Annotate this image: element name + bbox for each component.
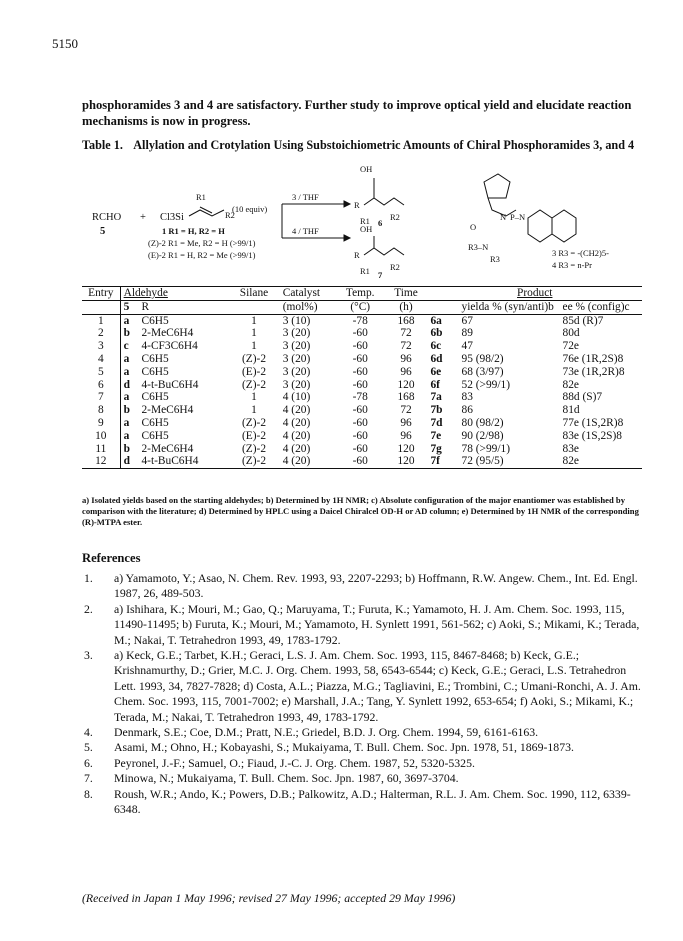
cell-entry: 6 xyxy=(82,379,120,392)
silane-equiv: (10 equiv) xyxy=(232,204,268,214)
header-ee: ee % (config)c xyxy=(560,300,642,314)
cell-temp: -60 xyxy=(352,429,368,442)
cell-ee: 83e (1S,2S)8 xyxy=(562,429,622,442)
cell-catalyst: 3 (20) xyxy=(282,352,311,365)
cell-aldehyde-key: b xyxy=(123,327,130,340)
cell-aldehyde-key: a xyxy=(123,416,130,429)
cell-time: 96 xyxy=(400,429,412,442)
reference-text: a) Yamamoto, Y.; Asao, N. Chem. Rev. 1993, 93, 2207-2293; b) Hoffmann, R.W. Angew. Chem., Int. Ed. Engl. 1987, 26, 489-503. xyxy=(114,571,638,601)
catalyst-o: O xyxy=(470,222,477,232)
cell-silane: (Z)-2 xyxy=(241,442,267,455)
cell-aldehyde-r: C6H5 xyxy=(141,352,169,365)
cell-ee: 82e xyxy=(560,455,642,468)
cell-aldehyde-key: d xyxy=(120,455,138,468)
product6-oh: OH xyxy=(360,164,373,174)
cell-entry: 4 xyxy=(82,353,120,366)
cell-silane: 1 xyxy=(251,327,257,340)
cell-product: 6e xyxy=(430,365,442,378)
cell-aldehyde-key: a xyxy=(123,429,130,442)
arrow-upper-head xyxy=(344,201,350,207)
reference-item xyxy=(82,771,642,786)
cell-aldehyde-r: C6H5 xyxy=(141,314,169,327)
cell-time: 120 xyxy=(397,442,415,455)
cell-temp: -78 xyxy=(352,391,368,404)
header-product-blank xyxy=(427,300,458,314)
cell-product: 7d xyxy=(430,416,443,429)
table-row xyxy=(82,366,642,379)
cell-product: 7e xyxy=(430,429,442,442)
cell-time: 120 xyxy=(397,378,415,391)
catalyst-3-label: 3 R3 = -(CH2)5- xyxy=(552,248,609,258)
cell-silane: 1 xyxy=(251,404,257,417)
cell-time: 168 xyxy=(397,391,415,404)
reference-text: Roush, W.R.; Ando, K.; Powers, D.B.; Palkowitz, A.D.; Halterman, R.L. J. Am. Chem. Soc. 1990, 112, 6339-6348. xyxy=(114,786,631,817)
cell-yield: 86 xyxy=(461,404,473,417)
table-row xyxy=(82,430,642,443)
silane-prefix: Cl3Si xyxy=(160,212,184,223)
table-row xyxy=(82,314,642,327)
cell-product: 6a xyxy=(430,314,442,327)
cell-temp: -60 xyxy=(352,327,368,340)
cell-aldehyde-r: C6H5 xyxy=(141,429,169,442)
reference-text: Peyronel, J.-F.; Samuel, O.; Fiaud, J.-C. J. Org. Chem. 1987, 52, 5320-5325. xyxy=(114,755,475,770)
cell-silane: (Z)-2 xyxy=(228,455,280,468)
product7-chain xyxy=(364,248,404,255)
cell-aldehyde-key: b xyxy=(123,442,130,455)
cell-yield: 68 (3/97) xyxy=(461,365,504,378)
plus-sign: + xyxy=(140,212,146,223)
reference-number: 3. xyxy=(84,648,93,663)
table-label: Table 1. xyxy=(82,138,123,152)
references-list xyxy=(82,571,642,818)
cell-ee: 88d (S)7 xyxy=(562,391,603,404)
table-row xyxy=(82,404,642,417)
silane-r2: R2 xyxy=(225,210,235,220)
cell-time: 72 xyxy=(400,340,412,353)
cell-yield: 78 (>99/1) xyxy=(461,442,511,455)
header-catalyst: Catalyst xyxy=(280,287,336,301)
reference-text: Denmark, S.E.; Coe, D.M.; Pratt, N.E.; Griedel, B.D. J. Org. Chem. 1994, 59, 6161-6163. xyxy=(114,725,539,740)
cell-time: 120 xyxy=(385,455,428,468)
reference-item xyxy=(82,571,642,602)
reference-text: Minowa, N.; Mukaiyama, T. Bull. Chem. Soc. Jpn. 1987, 60, 3697-3704. xyxy=(114,771,459,786)
cell-ee: 73e (1R,2R)8 xyxy=(562,365,625,378)
header-temp-unit: (°C) xyxy=(336,300,385,314)
cell-yield: 95 (98/2) xyxy=(461,352,504,365)
reference-number: 1. xyxy=(84,571,93,585)
product6-number: 6 xyxy=(378,218,383,228)
cell-ee: 76e (1R,2S)8 xyxy=(562,352,624,365)
header-yield: yielda % (syn/anti)b xyxy=(459,300,560,314)
cell-yield: 67 xyxy=(461,314,473,327)
cell-catalyst: 4 (20) xyxy=(282,416,311,429)
cell-ee: 81d xyxy=(562,404,580,417)
received-dates: (Received in Japan 1 May 1996; revised 27 May 1996; accepted 29 May 1996) xyxy=(82,891,456,905)
reference-text: a) Ishihara, K.; Mouri, M.; Gao, Q.; Maruyama, T.; Furuta, K.; Yamamoto, H. J. Am. Chem. Soc. 1993, 115, 11490-11495; b) Furuta, K.; Mouri, M.; Yamamoto, H. Synlett 1991, 561-562; c) Aoki, S.; Mikami, K.; Terada, M.; Nakai, T. Tetrahedron 1993, 49, 1783-1792. xyxy=(114,601,640,647)
cell-catalyst: 3 (20) xyxy=(282,365,311,378)
table-row xyxy=(82,327,642,340)
silane-def-1: 1 R1 = H, R2 = H xyxy=(162,226,225,236)
cell-entry: 12 xyxy=(82,455,120,468)
cell-temp: -60 xyxy=(352,442,368,455)
reference-number: 6. xyxy=(84,755,93,770)
cell-catalyst: 4 (20) xyxy=(282,442,311,455)
reference-item xyxy=(82,787,642,818)
cell-time: 96 xyxy=(400,352,412,365)
header-temp: Temp. xyxy=(336,287,385,301)
cell-product: 6c xyxy=(430,340,442,353)
cell-entry: 9 xyxy=(82,417,120,430)
cell-yield: 72 (95/5) xyxy=(459,455,560,468)
table-row xyxy=(82,391,642,404)
cell-product: 7b xyxy=(430,404,443,417)
cell-ee: 77e (1S,2R)8 xyxy=(562,416,624,429)
page-number: 5150 xyxy=(52,36,78,51)
cell-entry: 8 xyxy=(82,404,120,417)
cell-yield: 52 (>99/1) xyxy=(461,378,511,391)
table-row xyxy=(82,353,642,366)
cell-aldehyde-r: C6H5 xyxy=(141,416,169,429)
reference-item xyxy=(82,725,642,740)
cell-temp: -60 xyxy=(352,340,368,353)
cell-aldehyde-r: 2-MeC6H4 xyxy=(141,442,194,455)
cell-catalyst: 3 (20) xyxy=(282,378,311,391)
cell-time: 96 xyxy=(400,416,412,429)
aldehyde-label: RCHO xyxy=(92,212,122,223)
table-header-row-2 xyxy=(82,300,642,314)
cell-product: 6f xyxy=(430,378,440,391)
cell-time: 72 xyxy=(400,327,412,340)
reaction-scheme xyxy=(82,160,642,282)
cell-entry: 7 xyxy=(82,391,120,404)
cell-yield: 90 (2/98) xyxy=(461,429,504,442)
reference-item xyxy=(82,648,642,725)
cell-product: 7g xyxy=(430,442,442,455)
catalyst-p: P–N xyxy=(510,212,526,222)
table-footnotes: a) Isolated yields based on the starting aldehydes; b) Determined by 1H NMR; c) Absolute configuration of the major enantiomer was established by comparison with the literature; d) Determined by HPLC using a Daicel Chiralcel OD-H or AD column; e) Determined by 1H NMR of the corresponding (R)-MTPA ester. xyxy=(82,495,639,527)
product6-r1: R1 xyxy=(360,216,370,226)
product7-r: R xyxy=(354,250,360,260)
cell-aldehyde-r: C6H5 xyxy=(141,391,169,404)
catalyst-r3: R3 xyxy=(490,254,500,264)
cell-entry: 11 xyxy=(82,443,120,456)
header-silane: Silane xyxy=(228,287,280,301)
header-time: Time xyxy=(385,287,428,301)
header-time-unit: (h) xyxy=(385,300,428,314)
cell-ee: 72e xyxy=(562,340,579,353)
cell-entry: 3 xyxy=(82,340,120,353)
cell-temp: -60 xyxy=(352,352,368,365)
product7-r1: R1 xyxy=(360,266,370,276)
cell-yield: 47 xyxy=(461,340,473,353)
cell-aldehyde-r: 2-MeC6H4 xyxy=(141,404,194,417)
cell-silane: (Z)-2 xyxy=(241,416,267,429)
cell-ee: 80d xyxy=(562,327,580,340)
reference-item xyxy=(82,756,642,771)
cell-aldehyde-key: a xyxy=(123,352,130,365)
cell-aldehyde-r: 2-MeC6H4 xyxy=(141,327,194,340)
header-silane-blank xyxy=(228,300,280,314)
cell-temp: -60 xyxy=(352,365,368,378)
header-entry-blank xyxy=(82,300,120,314)
reference-text: Asami, M.; Ohno, H.; Kobayashi, S.; Mukaiyama, T. Bull. Chem. Soc. Jpn. 1978, 51, 1869-1873. xyxy=(114,740,574,755)
catalyst-pyrrolidine xyxy=(484,174,510,198)
cell-temp: -60 xyxy=(352,404,368,417)
reference-number: 8. xyxy=(84,786,93,801)
cell-silane: 1 xyxy=(251,314,257,327)
cell-silane: 1 xyxy=(251,340,257,353)
product7-r2: R2 xyxy=(390,262,400,272)
product7-number: 7 xyxy=(378,270,383,280)
header-product: Product xyxy=(427,287,642,301)
cell-aldehyde-key: a xyxy=(123,391,130,404)
intro-paragraph: phosphoramides 3 and 4 are satisfactory. Further study to improve optical yield and elucidate reaction mechanisms is now in progress. xyxy=(82,98,632,128)
cell-product: 6d xyxy=(430,352,443,365)
silane-chain xyxy=(189,210,224,216)
cell-silane: 1 xyxy=(251,391,257,404)
reference-number: 5. xyxy=(84,740,93,755)
cell-silane: (E)-2 xyxy=(241,429,267,442)
cell-catalyst: 4 (20) xyxy=(282,404,311,417)
cell-silane: (E)-2 xyxy=(241,365,267,378)
reference-number: 2. xyxy=(84,601,93,616)
table-header-row-1 xyxy=(82,287,642,301)
product6-r: R xyxy=(354,200,360,210)
cell-aldehyde-key: c xyxy=(123,340,129,353)
silane-r1: R1 xyxy=(196,192,206,202)
reference-item xyxy=(82,740,642,755)
cell-ee: 82e xyxy=(562,378,579,391)
arrow-lower-head xyxy=(344,235,350,241)
cell-temp: -60 xyxy=(352,416,368,429)
table-caption: Allylation and Crotylation Using Substoichiometric Amounts of Chiral Phosphoramides 3, and 4 xyxy=(133,138,635,152)
cell-temp: -78 xyxy=(352,314,368,327)
table-row xyxy=(82,417,642,430)
product7-oh: OH xyxy=(360,224,373,234)
cell-time: 168 xyxy=(397,314,415,327)
silane-double-bond xyxy=(200,207,212,213)
table-title xyxy=(82,138,662,153)
references-heading: References xyxy=(82,551,141,565)
cell-aldehyde-r: 4-t-BuC6H4 xyxy=(141,378,199,391)
table-row xyxy=(82,455,642,468)
catalyst-ring-a xyxy=(528,210,552,242)
cell-product: 7a xyxy=(430,391,442,404)
silane-def-2: (Z)-2 R1 = Me, R2 = H (>99/1) xyxy=(148,238,256,248)
reference-item xyxy=(82,602,642,648)
cell-silane: (Z)-2 xyxy=(241,378,267,391)
table-body xyxy=(82,314,642,469)
reference-number: 7. xyxy=(84,771,93,786)
cell-silane: (Z)-2 xyxy=(241,352,267,365)
cell-aldehyde-key: d xyxy=(123,378,130,391)
cell-yield: 89 xyxy=(461,327,473,340)
silane-def-3: (E)-2 R1 = H, R2 = Me (>99/1) xyxy=(148,250,256,260)
reference-number: 4. xyxy=(84,725,93,740)
header-aldehyde: Aldehyde xyxy=(120,287,228,301)
cell-catalyst: 3 (20) xyxy=(282,327,311,340)
product6-r2: R2 xyxy=(390,212,400,222)
reference-text: a) Keck, G.E.; Tarbet, K.H.; Geraci, L.S. J. Am. Chem. Soc. 1993, 115, 8467-8468; b) Keck, G.E.; Krishnamurthy, D.; Grier, M.C. J. Org. Chem. 1993, 58, 6543-6544; c) Keck, G.E.; Geraci, L.S. Tetrahedron Lett. 1993, 34, 7827-7828; d) Costa, A.L.; Piazza, M.G.; Tagliavini, E.; Trombini, C.; Umani-Ronchi, A. J. Am. Chem. Soc. 1993, 115, 7001-7002; e) Marshall, J.A.; Tang, Y. Synlett 1992, 653-654; f) Aoki, S.; Mikami, K.; Terada, M.; Nakai, T. Tetrahedron 1993, 49, 1783-1792. xyxy=(114,648,641,724)
condition-upper: 3 / THF xyxy=(292,192,319,202)
catalyst-ring-b xyxy=(552,210,576,242)
cell-catalyst: 3 (20) xyxy=(282,340,311,353)
cell-time: 72 xyxy=(400,404,412,417)
header-aldehyde-key: 5 xyxy=(120,300,138,314)
cell-catalyst: 3 (10) xyxy=(282,314,311,327)
cell-entry: 5 xyxy=(82,366,120,379)
catalyst-4-label: 4 R3 = n-Pr xyxy=(552,260,592,270)
cell-temp: -60 xyxy=(352,378,368,391)
aldehyde-number: 5 xyxy=(100,226,106,237)
header-r: R xyxy=(138,300,228,314)
cell-yield: 80 (98/2) xyxy=(461,416,504,429)
cell-entry: 1 xyxy=(82,314,120,327)
header-catalyst-unit: (mol%) xyxy=(280,300,336,314)
cell-temp: -60 xyxy=(336,455,385,468)
table-row xyxy=(82,443,642,456)
cell-catalyst: 4 (10) xyxy=(282,391,311,404)
cell-aldehyde-key: a xyxy=(123,365,130,378)
condition-lower: 4 / THF xyxy=(292,226,319,236)
cell-entry: 10 xyxy=(82,430,120,443)
product6-chain xyxy=(364,198,404,205)
cell-product: 6b xyxy=(430,327,443,340)
table-row xyxy=(82,340,642,353)
table-row xyxy=(82,379,642,392)
cell-time: 96 xyxy=(400,365,412,378)
cell-catalyst: 4 (20) xyxy=(282,429,311,442)
cell-catalyst: 4 (20) xyxy=(280,455,336,468)
cell-aldehyde-r: 4-CF3C6H4 xyxy=(141,340,198,353)
cell-aldehyde-r: C6H5 xyxy=(141,365,169,378)
cell-product: 7f xyxy=(427,455,458,468)
cell-aldehyde-key: b xyxy=(123,404,130,417)
catalyst-r3n: R3–N xyxy=(468,242,489,252)
results-table xyxy=(82,286,642,469)
cell-aldehyde-key: a xyxy=(123,314,130,327)
cell-yield: 83 xyxy=(461,391,473,404)
header-entry: Entry xyxy=(82,287,120,301)
cell-ee: 85d (R)7 xyxy=(562,314,604,327)
cell-ee: 83e xyxy=(562,442,579,455)
cell-entry: 2 xyxy=(82,327,120,340)
catalyst-n: N xyxy=(500,212,507,222)
cell-aldehyde-r: 4-t-BuC6H4 xyxy=(138,455,228,468)
